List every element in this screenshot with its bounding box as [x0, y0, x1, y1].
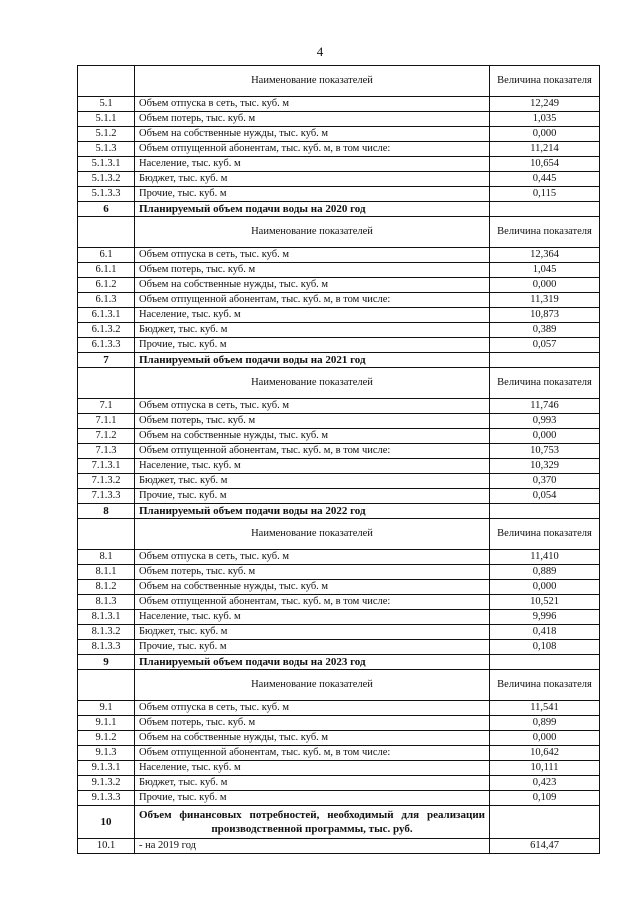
table-row [78, 97, 600, 112]
section-title: Планируемый объем подачи воды на 2022 год [135, 504, 490, 519]
section-heading-row [78, 655, 600, 670]
table-header-row [78, 368, 600, 399]
table-row [78, 610, 600, 625]
row-value: 10,873 [490, 308, 600, 323]
row-name: Население, тыс. куб. м [135, 459, 490, 474]
row-number: 8.1.3.3 [78, 640, 135, 655]
header-num-cell [78, 217, 135, 248]
row-number: 8.1.3.1 [78, 610, 135, 625]
row-name: Прочие, тыс. куб. м [135, 489, 490, 504]
table-row [78, 595, 600, 610]
table-row [78, 263, 600, 278]
row-number: 6.1.3.2 [78, 323, 135, 338]
row-value: 0,389 [490, 323, 600, 338]
table-row [78, 278, 600, 293]
table-header-row [78, 217, 600, 248]
row-number: 8.1.1 [78, 565, 135, 580]
table-row [78, 248, 600, 263]
row-name: Объем отпущенной абонентам, тыс. куб. м, в том числе: [135, 595, 490, 610]
table-row [78, 731, 600, 746]
table-row [78, 187, 600, 202]
table-row [78, 550, 600, 565]
table-row [78, 414, 600, 429]
table-row [78, 429, 600, 444]
header-value-cell: Величина показателя [490, 519, 600, 550]
section-heading-row [78, 202, 600, 217]
header-name-cell: Наименование показателей [135, 519, 490, 550]
table-row [78, 640, 600, 655]
page-number: 4 [316, 44, 324, 59]
row-value: 0,000 [490, 127, 600, 142]
row-value: 10,654 [490, 157, 600, 172]
row-value: 11,746 [490, 399, 600, 414]
row-name: Объем на собственные нужды, тыс. куб. м [135, 580, 490, 595]
indicators-table-body [78, 66, 600, 854]
row-number: 6.1.1 [78, 263, 135, 278]
row-number: 6.1 [78, 248, 135, 263]
row-name: Объем отпущенной абонентам, тыс. куб. м, в том числе: [135, 142, 490, 157]
row-value: 0,000 [490, 731, 600, 746]
row-value: 1,035 [490, 112, 600, 127]
header-value-cell: Величина показателя [490, 66, 600, 97]
table-row [78, 701, 600, 716]
row-name: Объем отпуска в сеть, тыс. куб. м [135, 399, 490, 414]
table-row [78, 791, 600, 806]
table-row [78, 580, 600, 595]
row-name: Объем отпуска в сеть, тыс. куб. м [135, 550, 490, 565]
section-title: Объем финансовых потребностей, необходимый для реализации производственной программы, тыс. руб. [135, 806, 490, 839]
row-value: 0,445 [490, 172, 600, 187]
row-value: 0,993 [490, 414, 600, 429]
row-number: 6.1.3 [78, 293, 135, 308]
table-row [78, 625, 600, 640]
row-number: 5.1.3.2 [78, 172, 135, 187]
row-name: Бюджет, тыс. куб. м [135, 323, 490, 338]
row-number: 9.1.3.2 [78, 776, 135, 791]
row-value: 0,057 [490, 338, 600, 353]
row-value: 0,418 [490, 625, 600, 640]
row-number: 10.1 [78, 839, 135, 854]
row-value: 10,329 [490, 459, 600, 474]
section-title: Планируемый объем подачи воды на 2020 год [135, 202, 490, 217]
row-name: Прочие, тыс. куб. м [135, 640, 490, 655]
row-name: Объем потерь, тыс. куб. м [135, 716, 490, 731]
row-number: 5.1.3 [78, 142, 135, 157]
section-value-cell [490, 806, 600, 839]
row-name: Объем потерь, тыс. куб. м [135, 263, 490, 278]
row-number: 8.1.3.2 [78, 625, 135, 640]
row-value: 0,000 [490, 429, 600, 444]
row-number: 9.1.1 [78, 716, 135, 731]
row-name: Объем отпущенной абонентам, тыс. куб. м, в том числе: [135, 293, 490, 308]
row-value: 0,109 [490, 791, 600, 806]
table-row [78, 746, 600, 761]
row-name: Население, тыс. куб. м [135, 761, 490, 776]
table-header-row [78, 66, 600, 97]
section-heading-row [78, 504, 600, 519]
row-value: 614,47 [490, 839, 600, 854]
table-header-row [78, 519, 600, 550]
section-heading-row [78, 353, 600, 368]
row-value: 0,115 [490, 187, 600, 202]
row-number: 7.1.3.3 [78, 489, 135, 504]
row-name: Бюджет, тыс. куб. м [135, 625, 490, 640]
row-value: 11,410 [490, 550, 600, 565]
section-heading-row [78, 806, 600, 839]
row-number: 5.1.3.1 [78, 157, 135, 172]
indicators-table [77, 65, 600, 854]
header-name-cell: Наименование показателей [135, 670, 490, 701]
row-value: 0,889 [490, 565, 600, 580]
table-row [78, 761, 600, 776]
row-number: 9.1.3.3 [78, 791, 135, 806]
row-name: Прочие, тыс. куб. м [135, 791, 490, 806]
section-value-cell [490, 202, 600, 217]
row-value: 10,111 [490, 761, 600, 776]
row-name: Объем потерь, тыс. куб. м [135, 414, 490, 429]
row-value: 0,423 [490, 776, 600, 791]
row-number: 9.1.3 [78, 746, 135, 761]
row-name: Население, тыс. куб. м [135, 157, 490, 172]
section-number: 10 [78, 806, 135, 839]
row-number: 6.1.3.1 [78, 308, 135, 323]
table-row [78, 399, 600, 414]
table-row [78, 112, 600, 127]
section-title: Планируемый объем подачи воды на 2021 год [135, 353, 490, 368]
row-name: Бюджет, тыс. куб. м [135, 172, 490, 187]
table-row [78, 338, 600, 353]
row-value: 0,370 [490, 474, 600, 489]
row-name: Объем потерь, тыс. куб. м [135, 112, 490, 127]
section-number: 7 [78, 353, 135, 368]
header-num-cell [78, 519, 135, 550]
table-header-row [78, 670, 600, 701]
row-name: Объем на собственные нужды, тыс. куб. м [135, 731, 490, 746]
row-name: Объем отпуска в сеть, тыс. куб. м [135, 701, 490, 716]
row-name: Прочие, тыс. куб. м [135, 187, 490, 202]
row-value: 11,319 [490, 293, 600, 308]
row-number: 7.1.3.1 [78, 459, 135, 474]
row-value: 12,249 [490, 97, 600, 112]
table-row [78, 474, 600, 489]
table-row [78, 489, 600, 504]
header-value-cell: Величина показателя [490, 368, 600, 399]
header-num-cell [78, 66, 135, 97]
table-row [78, 308, 600, 323]
header-name-cell: Наименование показателей [135, 66, 490, 97]
row-value: 0,000 [490, 278, 600, 293]
row-name: Объем отпуска в сеть, тыс. куб. м [135, 248, 490, 263]
row-name: Бюджет, тыс. куб. м [135, 474, 490, 489]
row-number: 7.1.3 [78, 444, 135, 459]
row-number: 5.1 [78, 97, 135, 112]
header-name-cell: Наименование показателей [135, 368, 490, 399]
section-value-cell [490, 353, 600, 368]
table-row [78, 444, 600, 459]
row-value: 12,364 [490, 248, 600, 263]
row-value: 11,214 [490, 142, 600, 157]
section-value-cell [490, 655, 600, 670]
section-number: 6 [78, 202, 135, 217]
row-name: Объем на собственные нужды, тыс. куб. м [135, 278, 490, 293]
row-number: 7.1 [78, 399, 135, 414]
header-name-cell: Наименование показателей [135, 217, 490, 248]
row-number: 9.1.2 [78, 731, 135, 746]
row-value: 10,642 [490, 746, 600, 761]
row-value: 0,054 [490, 489, 600, 504]
row-number: 8.1.3 [78, 595, 135, 610]
row-number: 5.1.1 [78, 112, 135, 127]
section-title: Планируемый объем подачи воды на 2023 год [135, 655, 490, 670]
row-value: 10,521 [490, 595, 600, 610]
header-num-cell [78, 368, 135, 399]
table-row [78, 293, 600, 308]
row-number: 6.1.2 [78, 278, 135, 293]
table-row [78, 565, 600, 580]
row-value: 10,753 [490, 444, 600, 459]
row-name: Прочие, тыс. куб. м [135, 338, 490, 353]
row-name: Население, тыс. куб. м [135, 308, 490, 323]
row-number: 5.1.2 [78, 127, 135, 142]
table-row [78, 839, 600, 854]
row-name: Объем отпущенной абонентам, тыс. куб. м, в том числе: [135, 746, 490, 761]
row-number: 7.1.2 [78, 429, 135, 444]
row-name: Бюджет, тыс. куб. м [135, 776, 490, 791]
row-number: 6.1.3.3 [78, 338, 135, 353]
section-number: 9 [78, 655, 135, 670]
row-value: 9,996 [490, 610, 600, 625]
row-name: Объем на собственные нужды, тыс. куб. м [135, 429, 490, 444]
row-name: Население, тыс. куб. м [135, 610, 490, 625]
table-row [78, 716, 600, 731]
table-row [78, 127, 600, 142]
table-row [78, 459, 600, 474]
header-value-cell: Величина показателя [490, 217, 600, 248]
row-name: Объем отпущенной абонентам, тыс. куб. м, в том числе: [135, 444, 490, 459]
row-name: - на 2019 год [135, 839, 490, 854]
row-value: 1,045 [490, 263, 600, 278]
row-value: 11,541 [490, 701, 600, 716]
row-number: 9.1.3.1 [78, 761, 135, 776]
row-name: Объем на собственные нужды, тыс. куб. м [135, 127, 490, 142]
header-num-cell [78, 670, 135, 701]
table-row [78, 776, 600, 791]
header-value-cell: Величина показателя [490, 670, 600, 701]
section-number: 8 [78, 504, 135, 519]
row-name: Объем потерь, тыс. куб. м [135, 565, 490, 580]
table-row [78, 142, 600, 157]
row-number: 5.1.3.3 [78, 187, 135, 202]
row-number: 9.1 [78, 701, 135, 716]
section-value-cell [490, 504, 600, 519]
row-number: 7.1.3.2 [78, 474, 135, 489]
row-value: 0,108 [490, 640, 600, 655]
row-number: 8.1.2 [78, 580, 135, 595]
row-value: 0,899 [490, 716, 600, 731]
row-name: Объем отпуска в сеть, тыс. куб. м [135, 97, 490, 112]
row-number: 8.1 [78, 550, 135, 565]
table-row [78, 172, 600, 187]
row-number: 7.1.1 [78, 414, 135, 429]
table-row [78, 157, 600, 172]
row-value: 0,000 [490, 580, 600, 595]
table-row [78, 323, 600, 338]
